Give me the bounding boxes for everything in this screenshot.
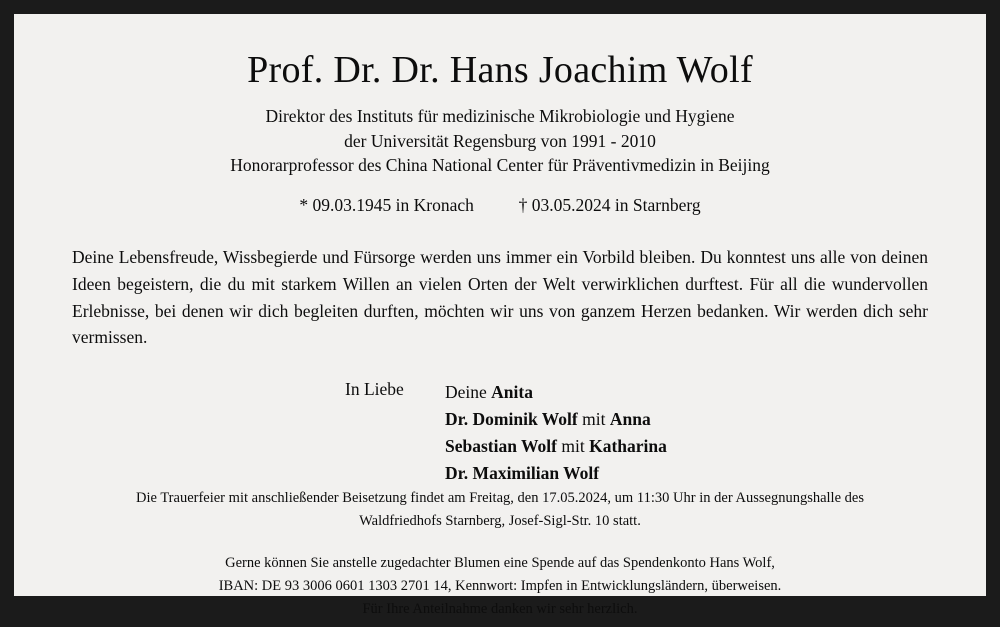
donation-line-1: Gerne können Sie anstelle zugedachter Blumen eine Spende auf das Spendenkonto Hans Wolf, <box>225 554 775 571</box>
role-line-2: der Universität Regensburg von 1991 - 2010 <box>344 130 656 151</box>
signer-name: Sebastian Wolf <box>445 435 557 456</box>
signer-name: Anita <box>491 381 533 402</box>
ceremony-line-2: um 11:30 Uhr in der Aussegnungshalle des Waldfriedhofs Starnberg, Josef-Sigl-Str. 10 statt. <box>359 490 865 530</box>
obituary-card <box>14 14 986 617</box>
signers-section <box>58 379 942 488</box>
signer-conjunction: mit <box>557 435 590 456</box>
signer-partner: Katharina <box>589 435 667 456</box>
signer-name: Dr. Maximilian Wolf <box>445 463 600 484</box>
signer-name: Dr. Dominik Wolf <box>445 408 578 429</box>
signer-partner: Anna <box>609 408 651 429</box>
signer-row <box>445 433 745 460</box>
in-love-label: In Liebe <box>345 378 404 399</box>
life-dates <box>58 195 942 216</box>
signer-prefix: Deine <box>445 381 492 402</box>
signer-conjunction: mit <box>577 408 610 429</box>
role-line-1: Direktor des Instituts für medizinische Mikrobiologie und Hygiene <box>265 105 735 126</box>
roles-block <box>58 104 942 179</box>
signer-row <box>445 406 745 433</box>
memorial-message <box>58 244 942 350</box>
role-line-3: Honorarprofessor des China National Center für Präventivmedizin in Beijing <box>230 155 770 176</box>
birth-date: * 09.03.1945 in Kronach <box>299 195 474 216</box>
ceremony-line-1: Die Trauerfeier mit anschließender Beisetzung findet am Freitag, den 17.05.2024, <box>136 490 612 507</box>
deceased-name: Prof. Dr. Dr. Hans Joachim Wolf <box>247 49 753 91</box>
footer-section <box>58 487 942 627</box>
memorial-message-text: Deine Lebensfreude, Wissbegierde und Fürsorge werden uns immer ein Vorbild bleiben. Du konntest uns alle von deinen Ideen begeistern, die du mit starkem Willen an vielen Orten der Welt verwirklichen durftest. Für all die wundervollen Erlebnisse, bei denen wir dich begleiten durften, möchten wir uns von ganzem Herzen bedanken. Wir werden dich sehr vermissen. <box>72 247 928 348</box>
signer-row <box>445 379 745 406</box>
donation-line-3: Für Ihre Anteilnahme danken wir sehr herzlich. <box>362 600 638 617</box>
ceremony-info <box>58 487 942 533</box>
donation-info <box>58 552 942 622</box>
donation-line-2: IBAN: DE 93 3006 0601 1303 2701 14, Kennwort: Impfen in Entwicklungsländern, überweisen. <box>218 577 782 594</box>
signer-row <box>445 460 745 487</box>
death-date: † 03.05.2024 in Starnberg <box>518 195 701 216</box>
signer-list <box>445 379 745 488</box>
